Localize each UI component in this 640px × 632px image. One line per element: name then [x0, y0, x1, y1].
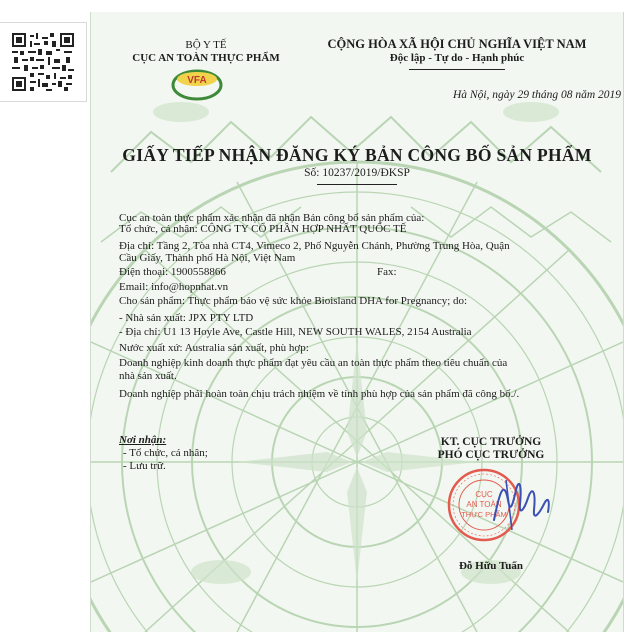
body-line-12: nhà sản xuất. [119, 370, 177, 382]
ministry-name: BỘ Y TẾ [185, 39, 227, 51]
body-line-7: Cho sản phẩm: Thực phẩm bảo vệ sức khỏe Bioisland DHA for Pregnancy; do: [119, 295, 468, 307]
vfa-logo-icon [169, 68, 225, 102]
svg-text:THỰC PHẨM: THỰC PHẨM [461, 510, 507, 519]
svg-text:CỤC: CỤC [475, 490, 493, 499]
body-line-6: Email: info@hopnhat.vn [119, 281, 229, 293]
body-line-8: - Nhà sản xuất: JPX PTY LTD [119, 312, 254, 324]
recipient-item: - Lưu trữ. [123, 460, 166, 472]
agency-name: CỤC AN TOÀN THỰC PHẨM [132, 52, 280, 64]
republic-title: CỘNG HÒA XÃ HỘI CHỦ NGHĨA VIỆT NAM [327, 37, 587, 51]
qr-code-card[interactable] [0, 22, 87, 102]
signer-authority: KT. CỤC TRƯỞNG [440, 436, 542, 448]
svg-text:AN TOÀN: AN TOÀN [466, 500, 502, 509]
body-line-9: - Địa chỉ: U1 13 Hoyle Ave, Castle Hill, NEW SOUTH WALES, 2154 Australia [119, 326, 472, 338]
recipients-title: Nơi nhận: [119, 434, 167, 446]
body-line-5-phone: Điện thoại: 1900558866 [119, 266, 226, 278]
signer-position: PHÓ CỤC TRƯỞNG [437, 449, 545, 461]
certificate-document [90, 12, 624, 632]
issue-date: Hà Nội, ngày 29 tháng 08 năm 2019 [452, 89, 621, 101]
body-line-4: Cầu Giấy, Thành phố Hà Nội, Việt Nam [119, 252, 296, 264]
recipient-item: - Tổ chức, cá nhân; [123, 447, 208, 459]
motto-underline [409, 69, 505, 70]
handwritten-signature-icon [486, 460, 556, 540]
qr-code-icon [12, 33, 74, 91]
body-line-10: Nước xuất xứ: Australia sản xuất, phù hợp: [119, 342, 309, 354]
body-line-13: Doanh nghiệp phải hoàn toàn chịu trách nhiệm về tính phù hợp của sản phẩm đã công bố./. [119, 388, 520, 400]
document-title: GIẤY TIẾP NHẬN ĐĂNG KÝ BẢN CÔNG BỐ SẢN PHẨM [122, 145, 592, 165]
national-motto: Độc lập - Tự do - Hạnh phúc [389, 52, 525, 64]
body-line-1: Cục an toàn thực phẩm xác nhận đã nhận Bản công bố sản phẩm của: [119, 212, 425, 224]
signer-name: Đỗ Hữu Tuấn [458, 560, 524, 572]
document-number: Số: 10237/2019/ĐKSP [304, 167, 410, 179]
body-line-2: Tổ chức, cá nhân: CÔNG TY CỔ PHẦN HỢP NHẤT QUỐC TẾ [119, 223, 407, 235]
logo-text: VFA [187, 75, 207, 86]
body-line-5-fax: Fax: [377, 266, 397, 278]
body-line-3: Địa chỉ: Tầng 2, Tòa nhà CT4, Vimeco 2, Phố Nguyễn Chánh, Phường Trung Hòa, Quận [119, 240, 510, 252]
number-underline [317, 184, 397, 185]
body-line-11: Doanh nghiệp kinh doanh thực phẩm đạt yêu cầu an toàn thực phẩm theo tiêu chuẩn của [119, 357, 508, 369]
